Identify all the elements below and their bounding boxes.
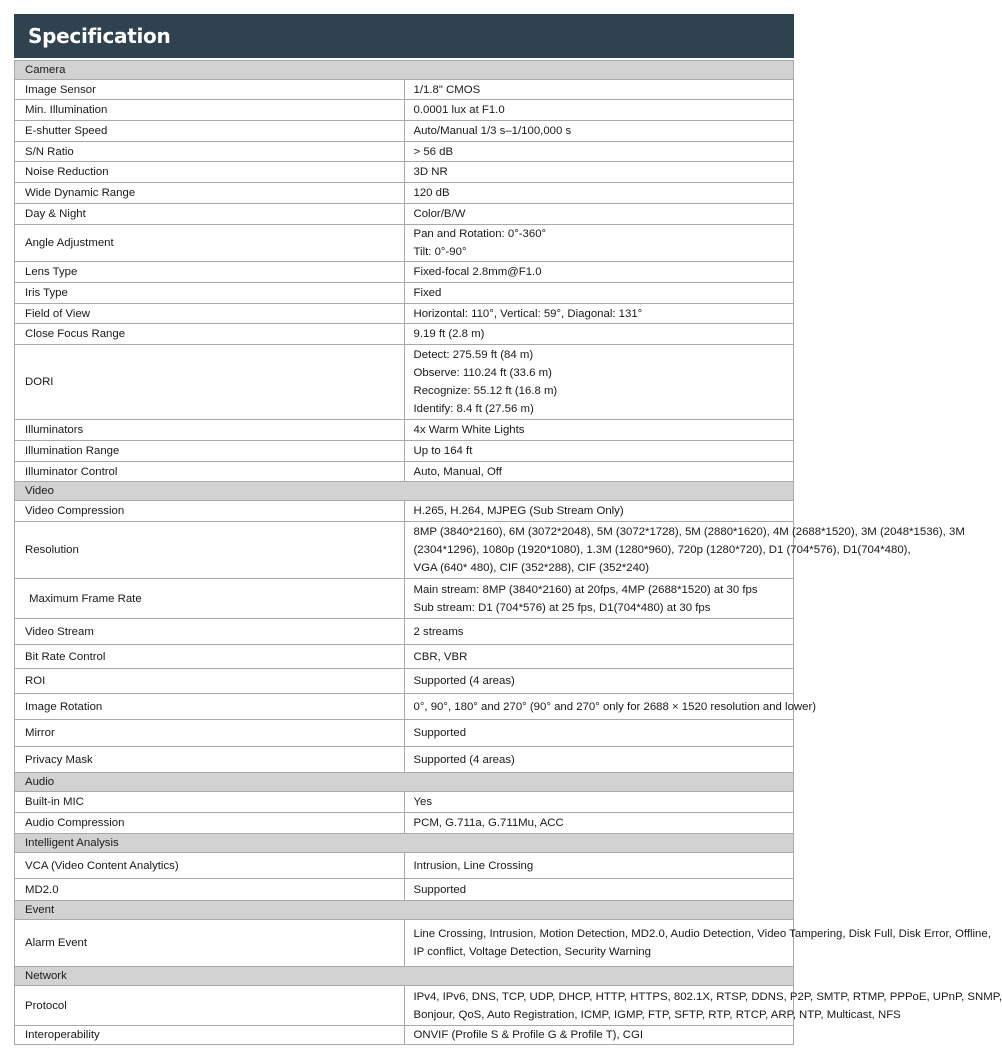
spec-row	[15, 920, 794, 967]
section-title: Event	[15, 901, 794, 920]
spec-value	[404, 522, 965, 579]
spec-row	[15, 262, 794, 283]
page-title: Specification	[28, 24, 171, 48]
spec-row	[15, 619, 794, 645]
spec-label: Illuminators	[15, 420, 405, 441]
spec-value-line: (2304*1296), 1080p (1920*1080), 1.3M (1280*960), 720p (1280*720), D1 (704*576), D1(704*480),	[413, 544, 911, 556]
spec-value-line: 120 dB	[413, 187, 450, 199]
spec-value-line: Horizontal: 110°, Vertical: 59°, Diagonal: 131°	[413, 307, 643, 320]
spec-label: Video Compression	[15, 501, 405, 522]
spec-row	[15, 462, 794, 482]
spec-value-line: H.265, H.264, MJPEG (Sub Stream Only)	[413, 505, 624, 517]
spec-value-line: Up to 164 ft	[413, 445, 473, 457]
spec-label: Image Sensor	[15, 80, 405, 100]
spec-value-line: 0.0001 lux at F1.0	[413, 104, 505, 116]
spec-label: Field of View	[15, 304, 405, 324]
spec-label: MD2.0	[15, 879, 405, 901]
spec-label: Interoperability	[15, 1026, 405, 1045]
spec-value-line: Auto/Manual 1/3 s–1/100,000 s	[413, 125, 572, 137]
spec-row	[15, 345, 794, 420]
spec-value-line: Identify: 8.4 ft (27.56 m)	[413, 403, 534, 415]
spec-value	[404, 669, 794, 694]
spec-row	[15, 1026, 794, 1045]
spec-value	[404, 262, 794, 283]
spec-value	[404, 619, 794, 645]
spec-label: Illuminator Control	[15, 462, 405, 482]
spec-label: Day & Night	[15, 204, 405, 225]
spec-value-line: Sub stream: D1 (704*576) at 25 fps, D1(704*480) at 30 fps	[413, 601, 711, 614]
spec-label: Min. Illumination	[15, 100, 405, 121]
spec-value	[404, 747, 794, 773]
spec-value	[404, 345, 794, 420]
spec-row	[15, 669, 794, 694]
spec-row	[15, 853, 794, 879]
spec-value-line: 0°, 90°, 180° and 270° (90° and 270° only for 2688 × 1520 resolution and lower)	[413, 700, 817, 713]
spec-value-line: VGA (640* 480), CIF (352*288), CIF (352*240)	[413, 562, 650, 574]
spec-row	[15, 522, 794, 579]
spec-row	[15, 100, 794, 121]
spec-label: Audio Compression	[15, 813, 405, 834]
spec-value-line: Main stream: 8MP (3840*2160) at 20fps, 4MP (2688*1520) at 30 fps	[413, 583, 758, 596]
spec-value	[404, 579, 794, 619]
spec-label: Alarm Event	[15, 920, 405, 967]
section-title: Audio	[15, 773, 794, 792]
section-header-event	[15, 901, 794, 920]
spec-row	[15, 720, 794, 747]
spec-value	[404, 1026, 794, 1045]
spec-value-line: Line Crossing, Intrusion, Motion Detection, MD2.0, Audio Detection, Video Tampering, Disk Full, Disk Error, Offline,	[413, 928, 991, 940]
spec-value	[404, 441, 794, 462]
spec-value	[404, 920, 991, 967]
spec-row	[15, 986, 794, 1026]
spec-label: Bit Rate Control	[15, 645, 405, 669]
spec-label: Built-in MIC	[15, 792, 405, 813]
spec-value-line: Auto, Manual, Off	[413, 465, 502, 478]
spec-row	[15, 225, 794, 262]
spec-value	[404, 720, 794, 747]
spec-value	[404, 694, 817, 720]
spec-label: Resolution	[15, 522, 405, 579]
spec-label: ROI	[15, 669, 405, 694]
spec-value	[404, 853, 794, 879]
section-header-audio	[15, 773, 794, 792]
spec-table-body	[15, 61, 1002, 1045]
spec-row	[15, 879, 794, 901]
spec-row	[15, 304, 794, 324]
spec-value-line: Yes	[413, 796, 433, 808]
spec-value-line: PCM, G.711a, G.711Mu, ACC	[413, 817, 564, 829]
spec-row	[15, 283, 794, 304]
spec-value-line: Supported	[413, 727, 467, 739]
spec-value-line: Recognize: 55.12 ft (16.8 m)	[413, 385, 558, 397]
spec-row	[15, 142, 794, 162]
spec-value-line: Bonjour, QoS, Auto Registration, ICMP, IGMP, FTP, SFTP, RTP, RTCP, ARP, NTP, Multicast, NFS	[413, 1008, 901, 1021]
spec-label: S/N Ratio	[15, 142, 405, 162]
spec-value-line: Fixed	[413, 287, 442, 299]
spec-value-line: 4x Warm White Lights	[413, 424, 525, 436]
spec-label: Protocol	[15, 986, 405, 1026]
spec-value-line: Observe: 110.24 ft (33.6 m)	[413, 367, 552, 379]
spec-value	[404, 283, 794, 304]
spec-label: Video Stream	[15, 619, 405, 645]
spec-value-line: Supported (4 areas)	[413, 675, 515, 687]
spec-value-line: Color/B/W	[413, 208, 466, 220]
spec-value	[404, 225, 794, 262]
spec-row	[15, 162, 794, 183]
spec-value	[404, 162, 794, 183]
spec-value-line: 3D NR	[413, 166, 448, 178]
spec-value	[404, 420, 794, 441]
section-title: Video	[15, 482, 794, 501]
spec-value-line: 2 streams	[413, 625, 464, 638]
spec-value-line: Fixed-focal 2.8mm@F1.0	[413, 266, 542, 278]
spec-header-bar	[14, 14, 794, 58]
spec-row	[15, 324, 794, 345]
spec-value-line: Intrusion, Line Crossing	[413, 859, 534, 872]
spec-label: Angle Adjustment	[15, 225, 405, 262]
spec-label: Maximum Frame Rate	[15, 579, 405, 619]
spec-row	[15, 420, 794, 441]
spec-value-line: > 56 dB	[413, 145, 454, 158]
spec-value-line: Detect: 275.59 ft (84 m)	[413, 349, 534, 361]
section-title: Camera	[15, 61, 794, 80]
spec-label: Mirror	[15, 720, 405, 747]
section-header-intelligent-analysis	[15, 834, 794, 853]
spec-value	[404, 645, 794, 669]
spec-label: VCA (Video Content Analytics)	[15, 853, 405, 879]
spec-value-line: 9.19 ft (2.8 m)	[413, 328, 485, 340]
spec-value	[404, 324, 794, 345]
spec-label: Noise Reduction	[15, 162, 405, 183]
spec-label: Iris Type	[15, 283, 405, 304]
section-title: Network	[15, 967, 794, 986]
spec-row	[15, 501, 794, 522]
spec-label: Wide Dynamic Range	[15, 183, 405, 204]
spec-label: Illumination Range	[15, 441, 405, 462]
spec-row	[15, 792, 794, 813]
spec-value-line: Tilt: 0°-90°	[413, 246, 467, 258]
spec-row	[15, 80, 794, 100]
spec-label: Privacy Mask	[15, 747, 405, 773]
spec-label: E-shutter Speed	[15, 121, 405, 142]
spec-value	[404, 304, 794, 324]
spec-value-line: ONVIF (Profile S & Profile G & Profile T), CGI	[413, 1029, 644, 1041]
spec-row	[15, 747, 794, 773]
spec-value	[404, 100, 794, 121]
spec-row	[15, 579, 794, 619]
spec-table	[14, 60, 1002, 1045]
spec-value-line: IP conflict, Voltage Detection, Security Warning	[413, 946, 651, 958]
spec-value	[404, 813, 794, 834]
spec-value	[404, 204, 794, 225]
spec-label: DORI	[15, 345, 405, 420]
spec-value-line: Pan and Rotation: 0°-360°	[413, 228, 547, 240]
spec-value	[404, 986, 1002, 1026]
spec-value-line: CBR, VBR	[413, 650, 468, 663]
section-header-network	[15, 967, 794, 986]
spec-value	[404, 792, 794, 813]
section-header-camera	[15, 61, 794, 80]
spec-row	[15, 441, 794, 462]
spec-row	[15, 813, 794, 834]
section-title: Intelligent Analysis	[15, 834, 794, 853]
spec-value	[404, 142, 794, 162]
spec-row	[15, 121, 794, 142]
spec-row	[15, 694, 794, 720]
spec-value	[404, 183, 794, 204]
spec-row	[15, 645, 794, 669]
spec-label: Close Focus Range	[15, 324, 405, 345]
spec-label: Lens Type	[15, 262, 405, 283]
spec-value	[404, 462, 794, 482]
spec-value	[404, 121, 794, 142]
section-header-video	[15, 482, 794, 501]
spec-value	[404, 879, 794, 901]
spec-row	[15, 204, 794, 225]
spec-value	[404, 501, 794, 522]
spec-value-line: 1/1.8" CMOS	[413, 83, 481, 96]
spec-value-line: 8MP (3840*2160), 6M (3072*2048), 5M (3072*1728), 5M (2880*1620), 4M (2688*1520), 3M (2048*1536), 3M	[413, 526, 965, 538]
spec-value-line: Supported (4 areas)	[413, 753, 515, 766]
spec-value-line: IPv4, IPv6, DNS, TCP, UDP, DHCP, HTTP, HTTPS, 802.1X, RTSP, DDNS, P2P, SMTP, RTMP, PPPoE, UPnP, SNMP,	[413, 990, 1002, 1003]
spec-value	[404, 80, 794, 100]
spec-value-line: Supported	[413, 883, 467, 896]
spec-label: Image Rotation	[15, 694, 405, 720]
spec-row	[15, 183, 794, 204]
